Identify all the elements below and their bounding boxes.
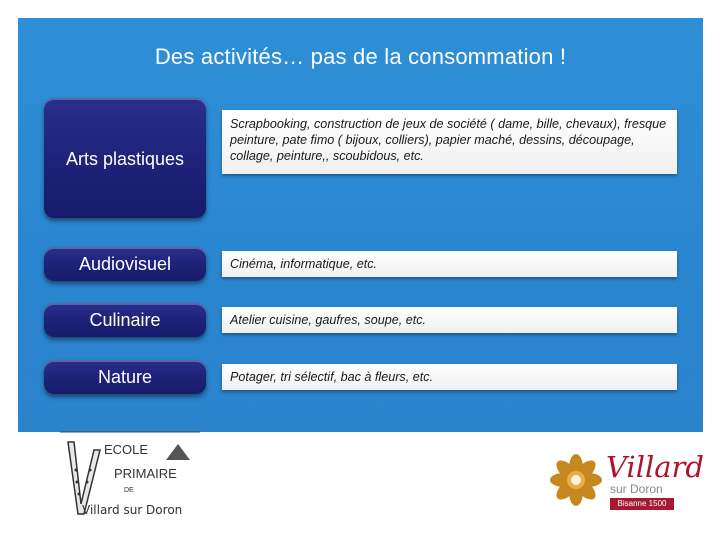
label-arts-plastiques: Arts plastiques <box>44 98 206 218</box>
label-culinaire: Culinaire <box>44 303 206 337</box>
school-logo <box>56 430 204 520</box>
label-nature: Nature <box>44 360 206 394</box>
school-logo-line2: PRIMAIRE <box>114 466 177 481</box>
village-logo <box>548 448 704 512</box>
desc-culinaire: Atelier cuisine, gaufres, soupe, etc. <box>222 307 677 333</box>
village-logo-sub: sur Doron <box>610 482 663 496</box>
school-logo-line4: Villard sur Doron <box>82 503 183 517</box>
school-logo-line3: DE <box>124 487 134 494</box>
school-logo-graphic <box>56 430 204 520</box>
flower-icon <box>548 452 604 508</box>
desc-arts-plastiques: Scrapbooking, construction de jeux de société ( dame, bille, chevaux), fresque peinture, pate fimo ( bijoux, colliers), papier maché, dessins, découpage, collage, peinture,, scoubidous, etc. <box>222 110 677 174</box>
village-logo-band: Bisanne 1500 <box>610 498 674 510</box>
desc-audiovisuel: Cinéma, informatique, etc. <box>222 251 677 277</box>
slide-title: Des activités… pas de la consommation ! <box>154 44 567 69</box>
label-audiovisuel: Audiovisuel <box>44 247 206 281</box>
village-logo-brand: Villard <box>606 450 704 484</box>
desc-nature: Potager, tri sélectif, bac à fleurs, etc. <box>222 364 677 390</box>
school-logo-line1: ECOLE <box>104 442 149 457</box>
